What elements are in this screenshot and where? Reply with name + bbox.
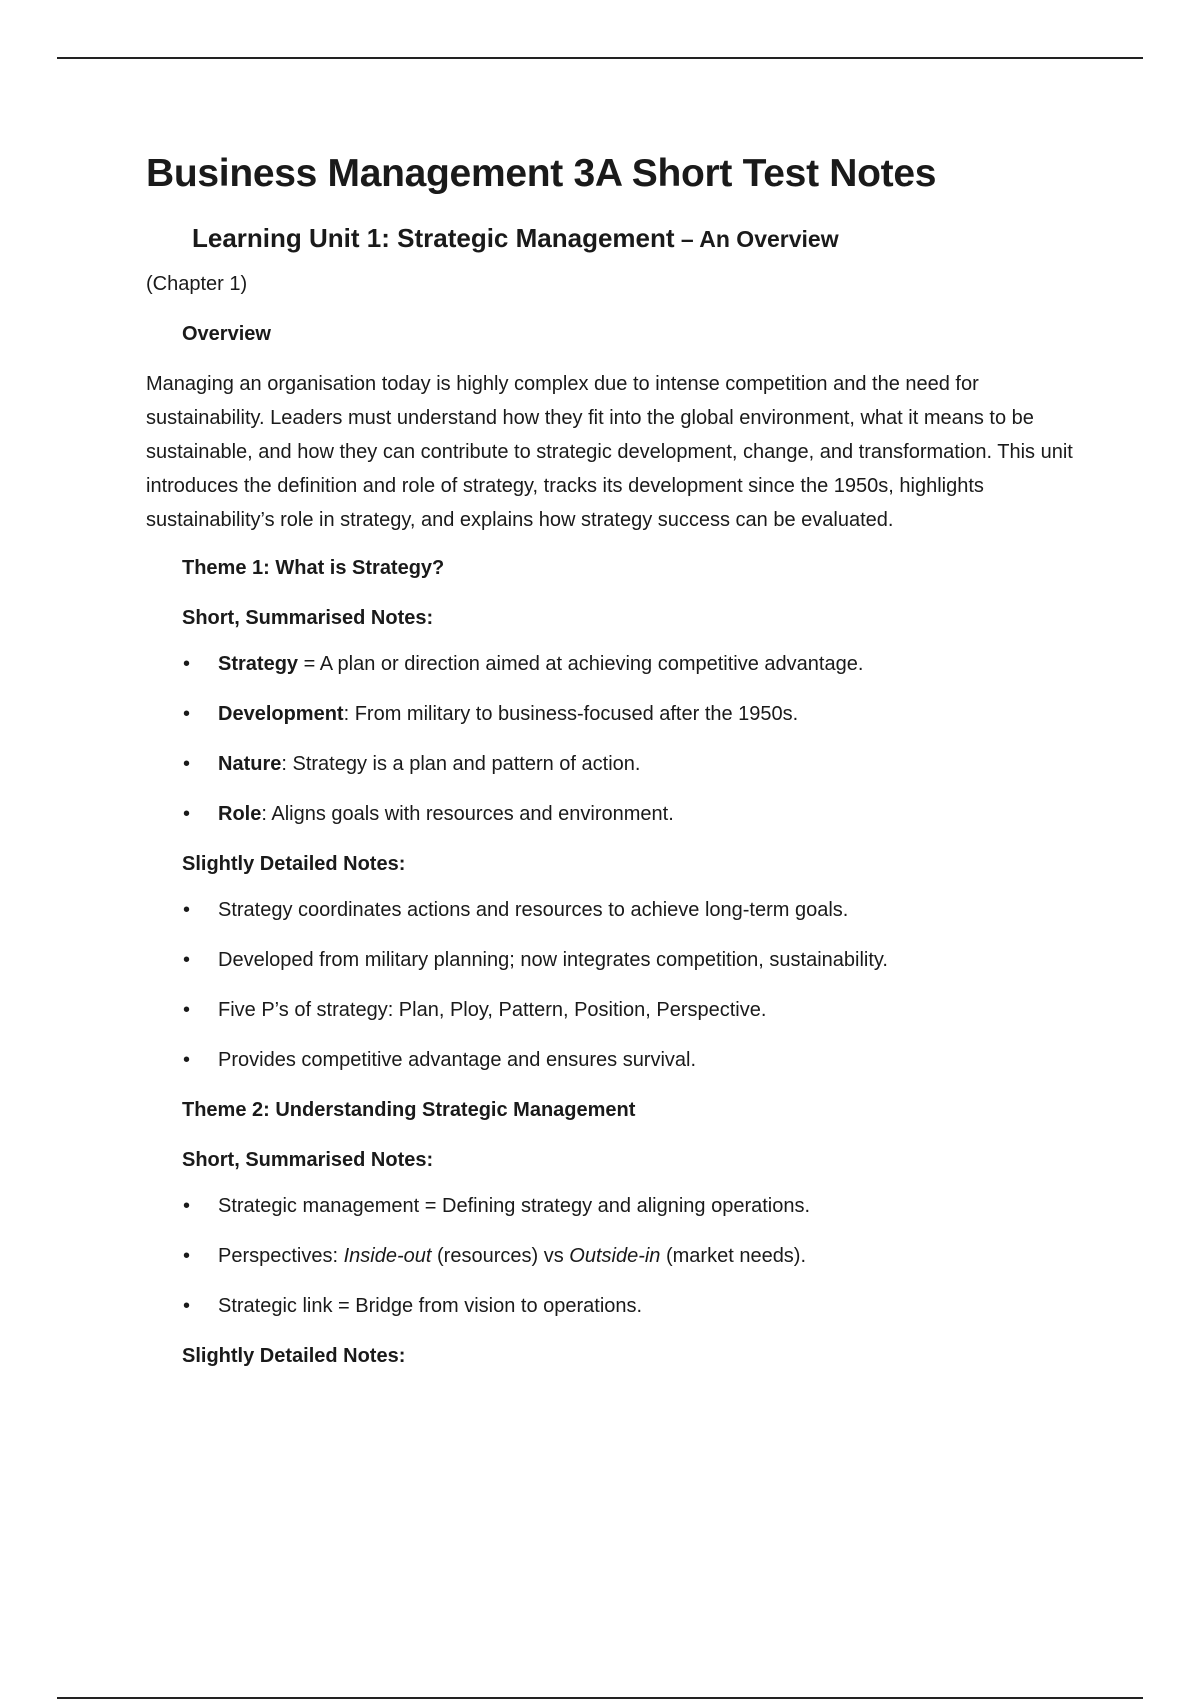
theme2-short-heading: Short, Summarised Notes: [182,1149,434,1171]
bullet-icon: • [183,753,191,775]
note-italic-outside-in: Outside-in [569,1245,661,1267]
list-item [146,945,1096,975]
bullet-icon: • [183,999,191,1021]
unit-heading-main: Learning Unit 1: Strategic Management [192,223,675,253]
list-item [146,1045,1096,1075]
list-item [146,895,1096,925]
bullet-icon: • [183,803,191,825]
unit-heading-sub: – An Overview [674,226,839,252]
top-rule [57,57,1143,59]
list-item [146,1241,1096,1271]
theme1-detailed-heading: Slightly Detailed Notes: [182,853,406,875]
note-text: Provides competitive advantage and ensures survival. [218,1049,697,1071]
theme1-short-heading: Short, Summarised Notes: [182,607,434,629]
bullet-icon: • [183,1295,191,1317]
note-suffix: (market needs). [660,1245,807,1267]
unit-heading [192,220,1096,257]
list-item [146,649,1096,679]
bullet-icon: • [183,1195,191,1217]
document-body [146,148,1096,1371]
bottom-rule [57,1697,1143,1699]
overview-paragraph: Managing an organisation today is highly complex due to intense competition and the need for sustainability. Leaders must understand how they fit into the global environment, what it means to be sustainable, and how they can contribute to strategic development, change, and transformation. This unit introduces the definition and role of strategy, tracks its development since the 1950s, highlights sustainability’s role in strategy, and explains how strategy success can be evaluated. [146,373,1073,531]
bullet-icon: • [183,653,191,675]
note-term: Development [218,703,344,725]
bullet-icon: • [183,703,191,725]
chapter-reference: (Chapter 1) [146,273,248,295]
note-text: : Aligns goals with resources and environment. [261,803,674,825]
bullet-icon: • [183,899,191,921]
note-term: Nature [218,753,282,775]
list-item [146,749,1096,779]
theme1-heading: Theme 1: What is Strategy? [182,557,445,579]
theme2-detailed-heading: Slightly Detailed Notes: [182,1345,406,1367]
note-text: : From military to business-focused after the 1950s. [343,703,799,725]
theme1-short-notes [146,649,1096,829]
bullet-icon: • [183,949,191,971]
note-middle: (resources) vs [431,1245,570,1267]
overview-heading: Overview [182,323,271,345]
bullet-icon: • [183,1245,191,1267]
list-item [146,995,1096,1025]
note-text: = A plan or direction aimed at achieving competitive advantage. [298,653,864,675]
note-text: Strategic management = Defining strategy and aligning operations. [218,1195,811,1217]
list-item [146,1191,1096,1221]
note-term: Role [218,803,262,825]
note-text: Five P’s of strategy: Plan, Ploy, Pattern, Position, Perspective. [218,999,767,1021]
note-text: Developed from military planning; now integrates competition, sustainability. [218,949,888,971]
theme2-heading: Theme 2: Understanding Strategic Management [182,1099,636,1121]
note-text: Strategic link = Bridge from vision to operations. [218,1295,643,1317]
bullet-icon: • [183,1049,191,1071]
theme1-detailed-notes [146,895,1096,1075]
note-term: Strategy [218,653,299,675]
list-item [146,1291,1096,1321]
note-prefix: Perspectives: [218,1245,344,1267]
note-italic-inside-out: Inside-out [343,1245,432,1267]
list-item [146,799,1096,829]
note-text: Strategy coordinates actions and resources to achieve long-term goals. [218,899,849,921]
list-item [146,699,1096,729]
document-title: Business Management 3A Short Test Notes [146,152,937,195]
theme2-short-notes [146,1191,1096,1321]
note-text: : Strategy is a plan and pattern of action. [281,753,641,775]
